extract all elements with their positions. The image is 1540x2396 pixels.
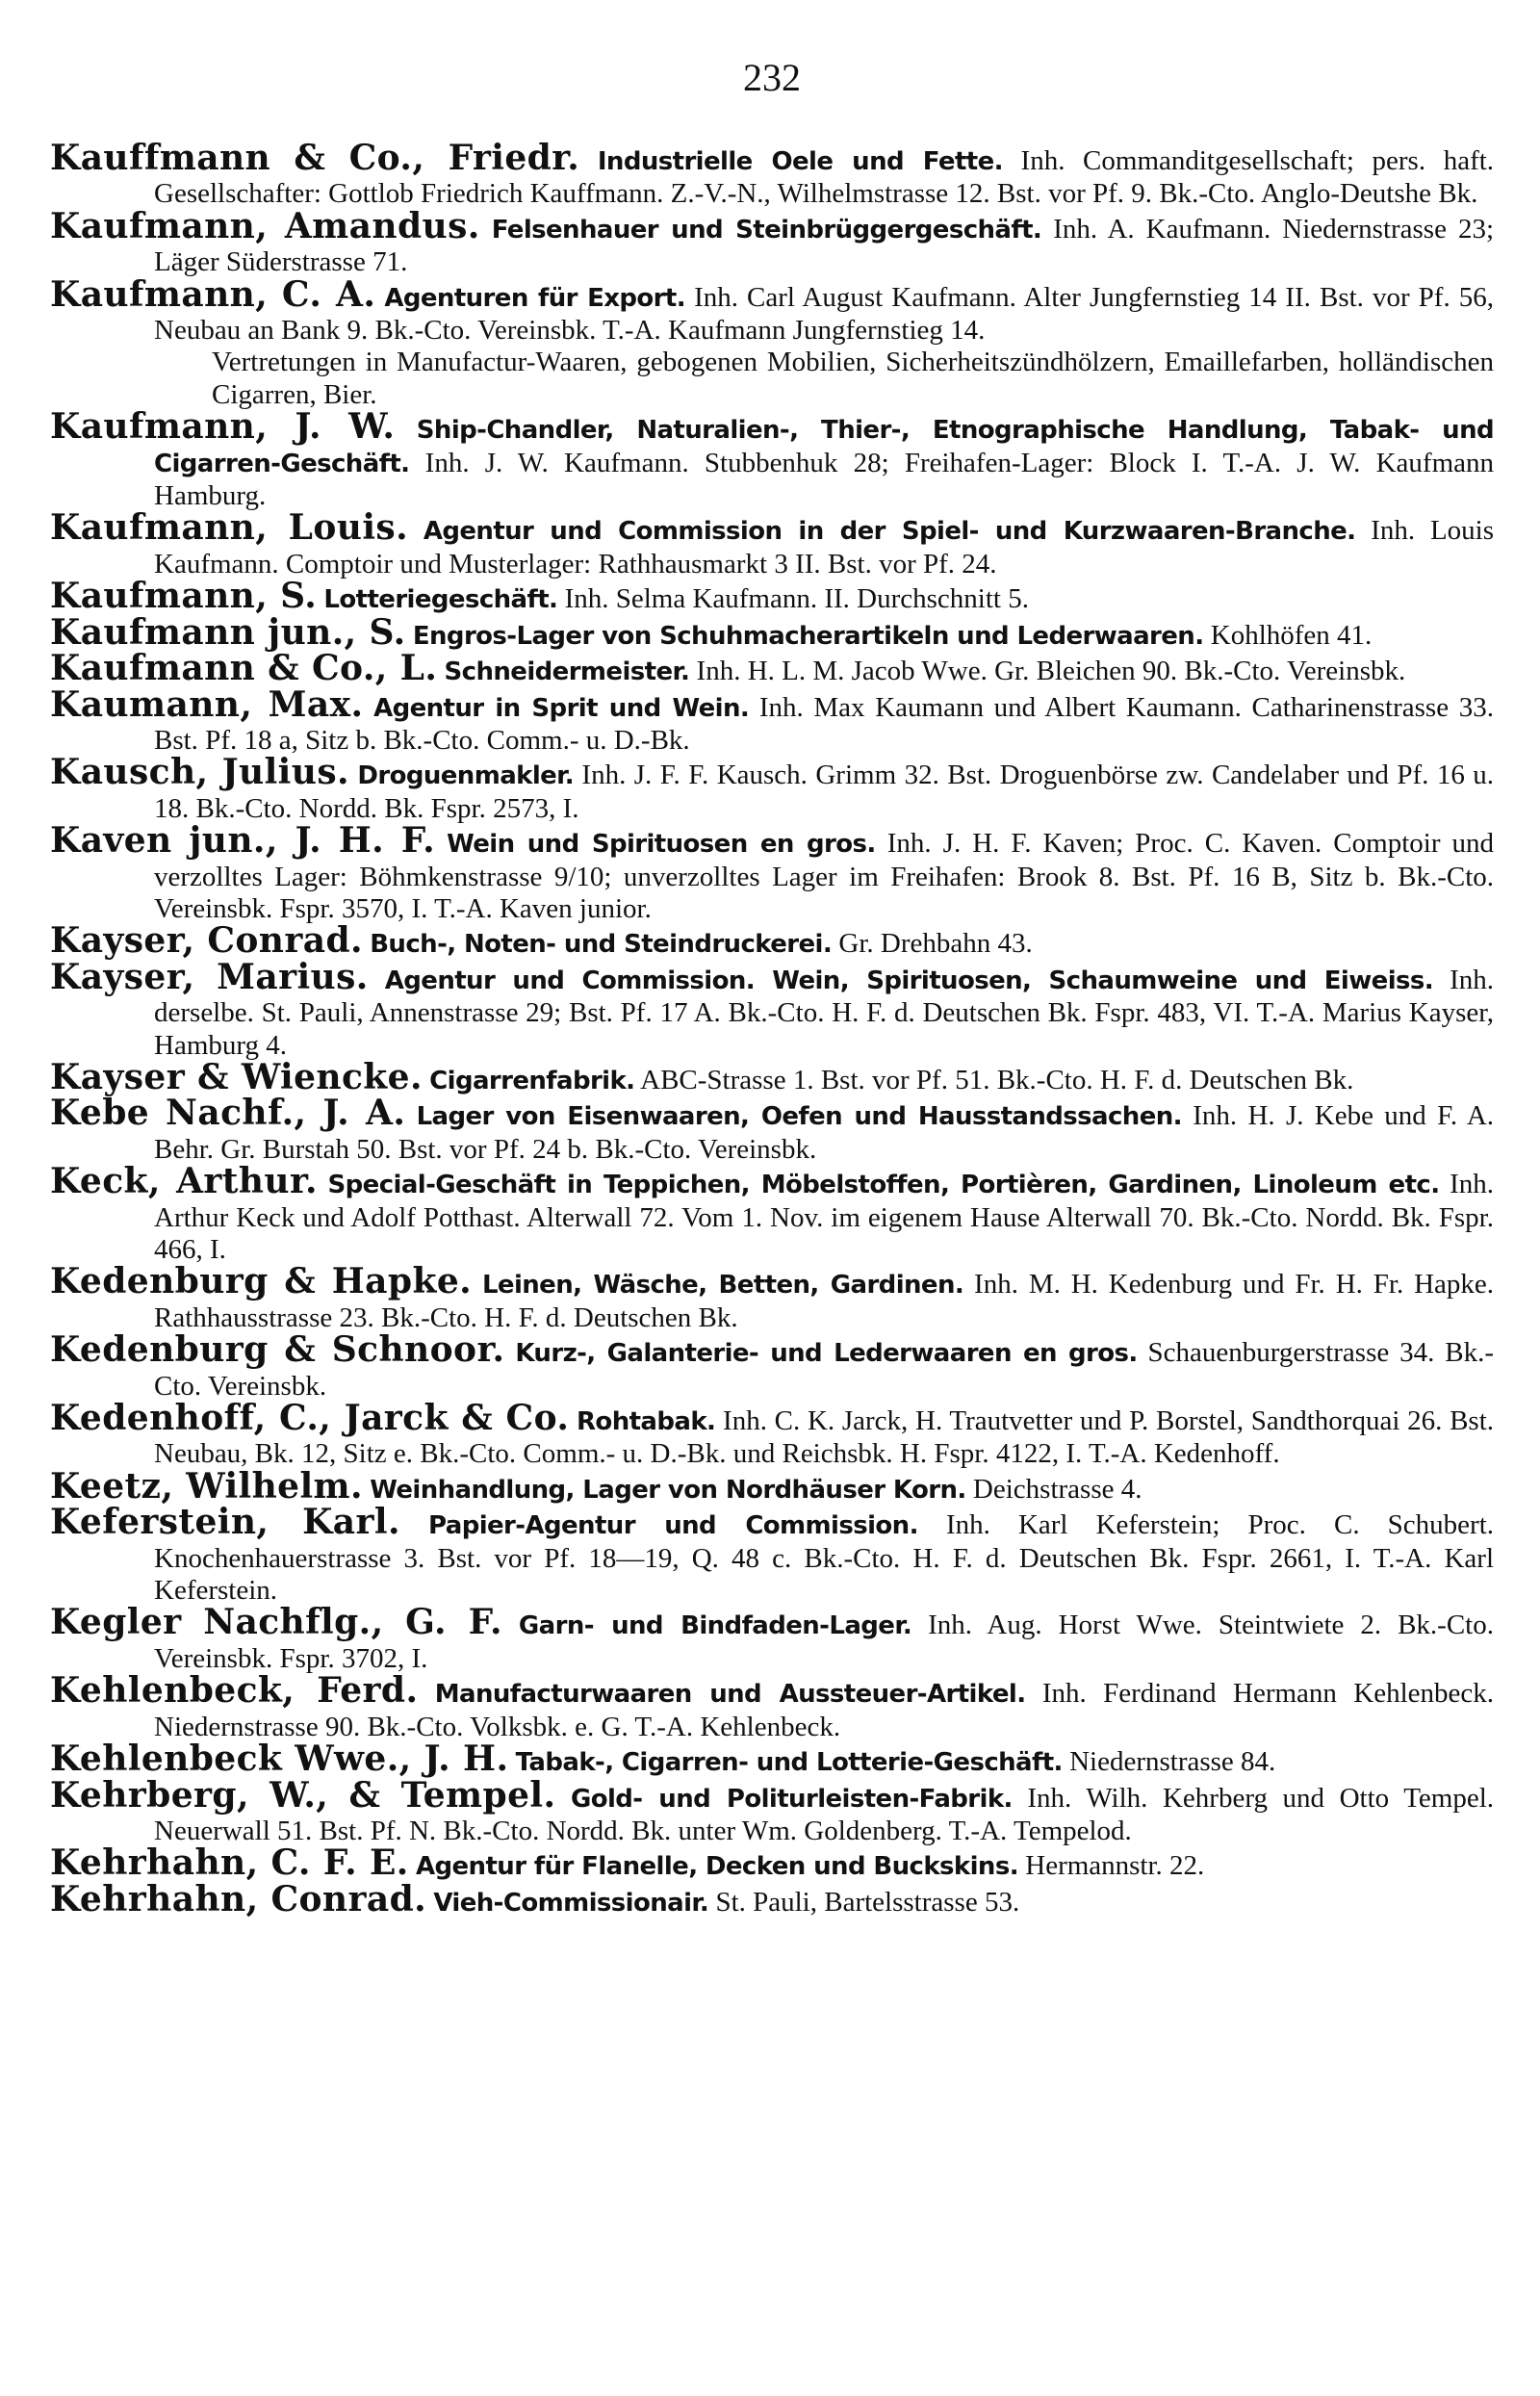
entry-name: Keck, Arthur. bbox=[50, 1161, 318, 1202]
entry-name: Kegler Nachflg., G. F. bbox=[50, 1602, 502, 1643]
entry-name: Kauffmann & Co., Friedr. bbox=[50, 138, 580, 178]
entry-details: Inh. J. W. Kaufmann. Stubbenhuk 28; Freihafen-Lager: Block I. T.-A. J. W. Kaufmann Hamburg. bbox=[154, 447, 1495, 512]
entry-trade: Special-Geschäft in Teppichen, Möbelstoffen, Portièren, Gardinen, Linoleum etc. bbox=[327, 1171, 1440, 1200]
entry-name: Kedenhoff, C., Jarck & Co. bbox=[50, 1398, 570, 1439]
directory-entry bbox=[50, 507, 1495, 580]
entry-trade: Droguenmakler. bbox=[357, 761, 574, 791]
entry-name: Keferstein, Karl. bbox=[50, 1502, 400, 1543]
entry-trade: Felsenhauer und Steinbrüggergeschäft. bbox=[491, 215, 1042, 245]
directory-entry bbox=[50, 406, 1495, 512]
entry-trade: Agentur in Sprit und Wein. bbox=[373, 693, 750, 723]
directory-entry bbox=[50, 1502, 1494, 1607]
entry-trade: Buch-, Noten- und Steindruckerei. bbox=[370, 930, 833, 960]
entry-name: Kedenburg & Schnoor. bbox=[50, 1329, 505, 1371]
entry-trade: Engros-Lager von Schuhmacherartikeln und Lederwaaren. bbox=[412, 621, 1204, 651]
entry-name: Kehrhahn, C. F. E. bbox=[50, 1842, 409, 1884]
directory-entry bbox=[50, 138, 1495, 211]
entry-details: Inh. H. J. Kebe und F. A. Behr. Gr. Burstah 50. Bst. vor Pf. 24 b. Bk.-Cto. Vereinsbk. bbox=[154, 1100, 1495, 1165]
entry-details: St. Pauli, Bartelsstrasse 53. bbox=[715, 1886, 1020, 1918]
entry-trade: Manufacturwaaren und Aussteuer-Artikel. bbox=[434, 1680, 1026, 1710]
entry-details: ABC-Strasse 1. Bst. vor Pf. 51. Bk.-Cto. H. F. d. Deutschen Bk. bbox=[640, 1064, 1354, 1095]
entry-details: Inh. J. H. F. Kaven; Proc. C. Kaven. Comptoir und verzolltes Lager: Böhmkenstrasse 9/10; unverzolltes Lager im Freihafen: Brook 8. Bst. Pf. 16 B, Sitz b. Bk.-Cto. Vereinsbk. Fspr. 3570, I. T.-A. Kaven junior. bbox=[154, 828, 1495, 924]
entry-name: Kehrberg, W., & Tempel. bbox=[50, 1774, 556, 1816]
directory-entry bbox=[50, 1670, 1494, 1743]
directory-entry bbox=[50, 1602, 1494, 1675]
entry-details: Inh. Wilh. Kehrberg und Otto Tempel. Neuerwall 51. Bst. Pf. N. Bk.-Cto. Nordd. Bk. unter Wm. Goldenberg. T.-A. Tempelod. bbox=[154, 1782, 1495, 1846]
entry-details: Deichstrasse 4. bbox=[972, 1473, 1142, 1505]
entry-name: Keetz, Wilhelm. bbox=[50, 1465, 363, 1507]
entry-details: Hermannstr. 22. bbox=[1025, 1850, 1205, 1882]
directory-entry bbox=[50, 1161, 1494, 1266]
entry-name: Kayser & Wiencke. bbox=[50, 1056, 423, 1097]
entry-trade: Garn- und Bindfaden-Lager. bbox=[518, 1611, 912, 1641]
entry-trade: Lager von Eisenwaaren, Oefen und Hausstandssachen. bbox=[416, 1102, 1182, 1132]
entry-details: Kohlhöfen 41. bbox=[1210, 619, 1373, 651]
directory-entry bbox=[50, 956, 1495, 1062]
entry-details: Inh. C. K. Jarck, H. Trautvetter und P. Borstel, Sandthorquai 26. Bst. Neubau, Bk. 12, Sitz e. Bk.-Cto. Comm.- u. D.-Bk. und Reichsbk. H. Fspr. 4122, I. T.-A. Kedenhoff. bbox=[154, 1405, 1495, 1470]
page-number: 232 bbox=[743, 56, 801, 99]
entry-details: Schauenburgerstrasse 34. Bk.-Cto. Vereinsbk. bbox=[154, 1337, 1494, 1402]
entry-details: Inh. J. F. F. Kausch. Grimm 32. Bst. Droguenbörse zw. Candelaber und Pf. 16 u. 18. Bk.-Cto. Nordd. Bk. Fspr. 2573, I. bbox=[154, 760, 1495, 824]
entry-details: Inh. Ferdinand Hermann Kehlenbeck. Niedernstrasse 90. Bk.-Cto. Volksbk. e. G. T.-A. Kehlenbeck. bbox=[154, 1678, 1494, 1742]
entry-details: Inh. A. Kaufmann. Niedernstrasse 23; Läger Süderstrasse 71. bbox=[154, 213, 1494, 278]
directory-entry bbox=[50, 1878, 1494, 1919]
directory-entry bbox=[50, 1261, 1495, 1334]
entry-details: Inh. Carl August Kaufmann. Alter Jungfernstieg 14 II. Bst. vor Pf. 56, Neubau an Bank 9. Bk.-Cto. Vereinsbk. T.-A. Kaufmann Jungfernstieg 14. bbox=[154, 281, 1495, 347]
entry-trade: Wein und Spirituosen en gros. bbox=[447, 830, 876, 860]
entry-list bbox=[50, 138, 1495, 1919]
entry-name: Kaufmann jun., S. bbox=[50, 611, 406, 653]
entry-name: Kaufmann, S. bbox=[50, 576, 318, 617]
entry-trade: Agentur und Commission in der Spiel- und Kurzwaaren-Branche. bbox=[423, 517, 1356, 547]
entry-details: Inh. derselbe. St. Pauli, Annenstrasse 29; Bst. Pf. 17 A. Bk.-Cto. H. F. d. Deutschen Bk. Fspr. 483, VI. T.-A. Marius Kayser, Hamburg 4. bbox=[154, 964, 1495, 1061]
entry-details: Inh. Aug. Horst Wwe. Steintwiete 2. Bk.-Cto. Vereinsbk. Fspr. 3702, I. bbox=[154, 1610, 1494, 1674]
entry-trade: Rohtabak. bbox=[577, 1407, 716, 1437]
entry-name: Kedenburg & Hapke. bbox=[50, 1261, 473, 1302]
directory-entry bbox=[50, 1774, 1495, 1848]
directory-entry bbox=[50, 820, 1495, 925]
entry-name: Kehlenbeck Wwe., J. H. bbox=[50, 1739, 509, 1780]
entry-name: Kausch, Julius. bbox=[50, 752, 349, 793]
entry-extra: Vertretungen in Manufactur-Waaren, gebogenen Mobilien, Sicherheitszündhölzern, Emaillefarben, holländischen Cigarren, Bier. bbox=[212, 347, 1494, 410]
entry-details: Inh. Selma Kaufmann. II. Durchschnitt 5. bbox=[564, 583, 1029, 615]
entry-trade: Industrielle Oele und Fette. bbox=[597, 147, 1003, 176]
entry-trade: Papier-Agentur und Commission. bbox=[428, 1511, 918, 1541]
entry-trade: Kurz-, Galanterie- und Lederwaaren en gros. bbox=[515, 1339, 1138, 1369]
entry-trade: Agenturen für Export. bbox=[384, 283, 686, 313]
entry-trade: Ship-Chandler, Naturalien-, Thier-, Etnographische Handlung, Tabak- und Cigarren-Geschäft. bbox=[154, 416, 1494, 478]
directory-entry bbox=[50, 1329, 1494, 1403]
entry-name: Kehrhahn, Conrad. bbox=[50, 1878, 427, 1919]
entry-details: Gr. Drehbahn 43. bbox=[838, 928, 1033, 960]
entry-name: Kaufmann & Co., L. bbox=[50, 648, 438, 689]
entry-trade: Tabak-, Cigarren- und Lotterie-Geschäft. bbox=[515, 1748, 1063, 1778]
entry-trade: Gold- und Politurleisten-Fabrik. bbox=[570, 1784, 1013, 1814]
entry-details: Inh. H. L. M. Jacob Wwe. Gr. Bleichen 90. Bk.-Cto. Vereinsbk. bbox=[696, 656, 1406, 687]
entry-name: Kayser, Marius. bbox=[50, 956, 369, 997]
directory-entry bbox=[50, 683, 1494, 758]
directory-entry bbox=[50, 205, 1494, 279]
entry-name: Kehlenbeck, Ferd. bbox=[50, 1670, 419, 1712]
entry-details: Inh. Max Kaumann und Albert Kaumann. Catharinenstrasse 33. Bst. Pf. 18 a, Sitz b. Bk.-Cto. Comm.- u. D.-Bk. bbox=[154, 691, 1494, 756]
entry-details: Niedernstrasse 84. bbox=[1069, 1746, 1276, 1778]
entry-trade: Schneidermeister. bbox=[444, 657, 690, 687]
entry-name: Kaufmann, J. W. bbox=[50, 406, 396, 448]
entry-trade: Agentur und Commission. Wein, Spirituosen, Schaumweine und Eiweiss. bbox=[384, 966, 1434, 995]
entry-details: Inh. Commanditgesellschaft; pers. haft. Gesellschafter: Gottlob Friedrich Kauffmann. Z.-V.-N., Wilhelmstrasse 12. Bst. vor Pf. 9. Bk.-Cto. Anglo-Deutshe Bk. bbox=[154, 145, 1495, 210]
entry-trade: Leinen, Wäsche, Betten, Gardinen. bbox=[481, 1271, 964, 1301]
entry-name: Kaufmann, Amandus. bbox=[50, 205, 480, 246]
entry-trade: Lotteriegeschäft. bbox=[323, 585, 558, 615]
entry-details: Inh. M. H. Kedenburg und Fr. H. Fr. Hapke. Rathhausstrasse 23. Bk.-Cto. H. F. d. Deutschen Bk. bbox=[154, 1269, 1495, 1333]
directory-entry bbox=[50, 1093, 1495, 1166]
directory-entry bbox=[50, 1398, 1495, 1471]
directory-entry bbox=[50, 273, 1495, 412]
entry-details: Inh. Karl Keferstein; Proc. C. Schubert. Knochenhauerstrasse 3. Bst. vor Pf. 18—19, Q. 48 c. Bk.-Cto. H. F. d. Deutschen Bk. Fspr. 2661, I. T.-A. Karl Keferstein. bbox=[154, 1509, 1494, 1607]
entry-details: Inh. Arthur Keck und Adolf Potthast. Alterwall 72. Vom 1. Nov. im eigenem Hause Alterwall 70. Bk.-Cto. Nordd. Bk. Fspr. 466, I. bbox=[154, 1169, 1494, 1265]
entry-name: Kaven jun., J. H. F. bbox=[50, 820, 436, 862]
entry-trade: Agentur für Flanelle, Decken und Buckskins. bbox=[415, 1852, 1018, 1882]
directory-entry bbox=[50, 752, 1495, 825]
entry-name: Kaufmann, C. A. bbox=[50, 273, 376, 315]
entry-trade: Weinhandlung, Lager von Nordhäuser Korn. bbox=[370, 1475, 966, 1505]
entry-name: Kebe Nachf., J. A. bbox=[50, 1093, 406, 1134]
entry-name: Kaumann, Max. bbox=[50, 683, 364, 725]
entry-trade: Vieh-Commissionair. bbox=[433, 1888, 709, 1918]
entry-details: Inh. Louis Kaufmann. Comptoir und Musterlager: Rathhausmarkt 3 II. Bst. vor Pf. 24. bbox=[154, 515, 1495, 580]
entry-name: Kaufmann, Louis. bbox=[50, 507, 409, 549]
entry-name: Kayser, Conrad. bbox=[50, 920, 363, 962]
entry-trade: Cigarrenfabrik. bbox=[429, 1066, 635, 1095]
